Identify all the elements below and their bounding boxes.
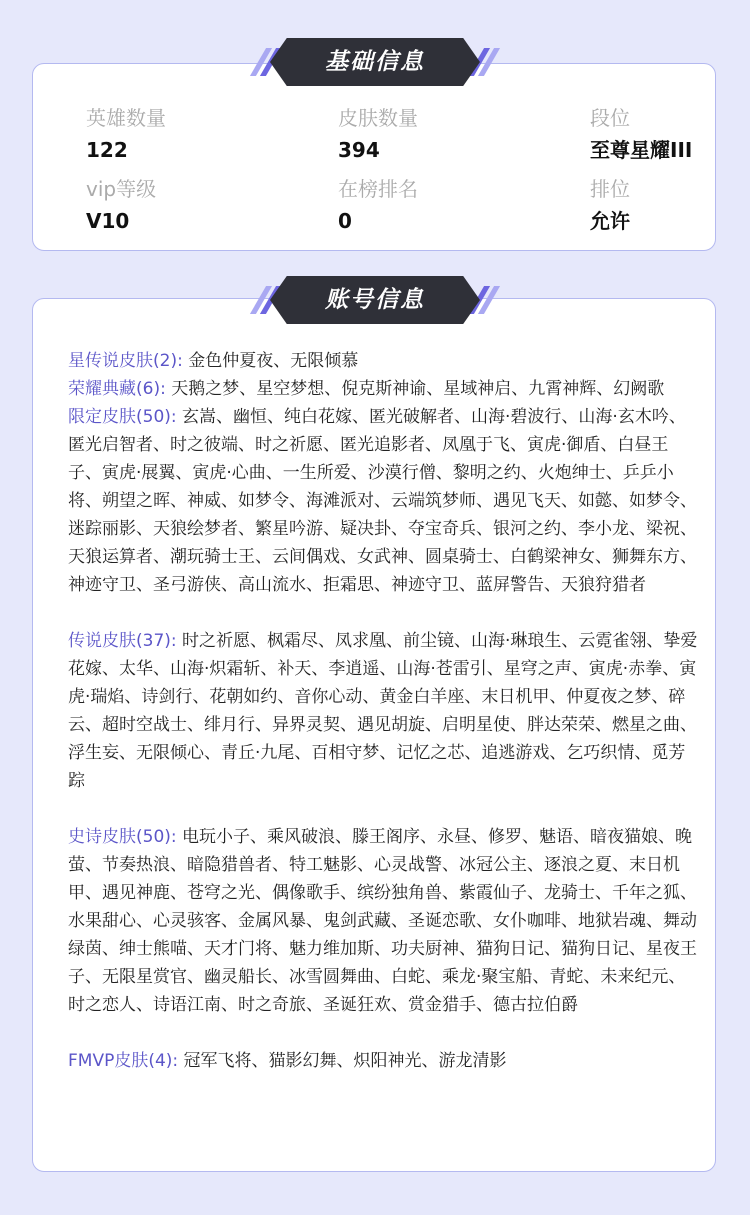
skin-items: 金色仲夏夜、无限倾慕: [188, 351, 359, 371]
skin-group-glory-collection: [68, 375, 698, 403]
skin-category-label: 限定皮肤(50):: [68, 407, 177, 427]
section-title: 基础信息: [325, 49, 425, 75]
skin-items: 玄嵩、幽恒、纯白花嫁、匿光破解者、山海·碧波行、山海·玄木吟、匿光启智者、时之彼端、时之祈愿、匿光追影者、凤凰于飞、寅虎·御盾、白昼王子、寅虎·展翼、寅虎·心曲、一生所爱、沙漠行僧、黎明之约、火炮绅士、乒乒小将、朔望之晖、神威、如梦令、海滩派对、云端筑梦师、遇见飞天、如懿、如梦令、迷踪丽影、天狼绘梦者、繁星吟游、疑决卦、夺宝奇兵、银河之约、李小龙、梁祝、天狼运算者、潮玩骑士王、云间偶戏、女武神、圆桌骑士、白鹤梁神女、狮舞东方、神迹守卫、圣弓游侠、高山流水、拒霜思、神迹守卫、蓝屏警告、天狼狩猎者: [68, 407, 697, 595]
stat-vip-level: [86, 175, 156, 235]
skin-category-label: 传说皮肤(37):: [68, 631, 177, 651]
stat-ranked-allowed: [590, 175, 630, 235]
skin-category-label: 史诗皮肤(50):: [68, 827, 177, 847]
stat-label: 段位: [590, 106, 630, 130]
stat-value: 122: [86, 138, 128, 162]
stat-rank-tier: [590, 104, 692, 164]
stat-label: vip等级: [86, 177, 157, 201]
skin-category-label: 星传说皮肤(2):: [68, 351, 183, 371]
stat-label: 英雄数量: [86, 106, 166, 130]
stat-hero-count: [86, 104, 166, 164]
skin-items: 天鹅之梦、星空梦想、倪克斯神谕、星域神启、九霄神辉、幻阙歌: [171, 379, 665, 399]
account-info-banner: [250, 276, 500, 324]
skin-group-epic: [68, 823, 698, 1019]
skin-group-limited: [68, 403, 698, 599]
skin-category-label: FMVP皮肤(4):: [68, 1051, 179, 1071]
stat-value: 394: [338, 138, 380, 162]
skin-list: [68, 347, 698, 1075]
stat-label: 在榜排名: [338, 177, 418, 201]
stat-value: 至尊星耀III: [590, 138, 693, 162]
basic-info-banner: [250, 38, 500, 86]
stat-value: 允许: [590, 209, 630, 233]
skin-items: 时之祈愿、枫霜尽、凤求凰、前尘镜、山海·琳琅生、云霓雀翎、挚爱花嫁、太华、山海·炽霜斩、补天、李逍遥、山海·苍雷引、星穹之声、寅虎·赤拳、寅虎·瑞焰、诗剑行、花朝如约、音你心动、黄金白羊座、末日机甲、仲夏夜之梦、碎云、超时空战士、绯月行、异界灵契、遇见胡旋、启明星使、胖达荣荣、燃星之曲、浮生妄、无限倾心、青丘·九尾、百相守梦、记忆之芯、追逃游戏、乞巧织情、觅芳踪: [68, 631, 698, 791]
skin-category-label: 荣耀典藏(6):: [68, 379, 166, 399]
stat-skin-count: [338, 104, 418, 164]
section-title: 账号信息: [325, 287, 425, 313]
stat-label: 排位: [590, 177, 630, 201]
skin-items: 冠军飞将、猫影幻舞、炽阳神光、游龙清影: [183, 1051, 507, 1071]
stat-value: 0: [338, 209, 352, 233]
skin-group-star-legend: [68, 347, 698, 375]
stat-label: 皮肤数量: [338, 106, 418, 130]
basic-info-card: [32, 63, 716, 251]
skin-group-legend: [68, 627, 698, 795]
stat-leaderboard-rank: [338, 175, 418, 235]
skin-items: 电玩小子、乘风破浪、滕王阁序、永昼、修罗、魅语、暗夜猫娘、晚萤、节奏热浪、暗隐猎兽者、特工魅影、心灵战警、冰冠公主、逐浪之夏、末日机甲、遇见神鹿、苍穹之光、偶像歌手、缤纷独角兽、紫霞仙子、龙骑士、千年之狐、水果甜心、心灵骇客、金属风暴、鬼剑武藏、圣诞恋歌、女仆咖啡、地狱岩魂、舞动绿茵、绅士熊喵、天才门将、魅力维加斯、功夫厨神、猫狗日记、猫狗日记、星夜王子、无限星赏官、幽灵船长、冰雪圆舞曲、白蛇、乘龙·聚宝船、青蛇、未来纪元、时之恋人、诗语江南、时之奇旅、圣诞狂欢、赏金猎手、德古拉伯爵: [68, 827, 697, 1015]
stat-value: V10: [86, 209, 130, 233]
skin-group-fmvp: [68, 1047, 698, 1075]
